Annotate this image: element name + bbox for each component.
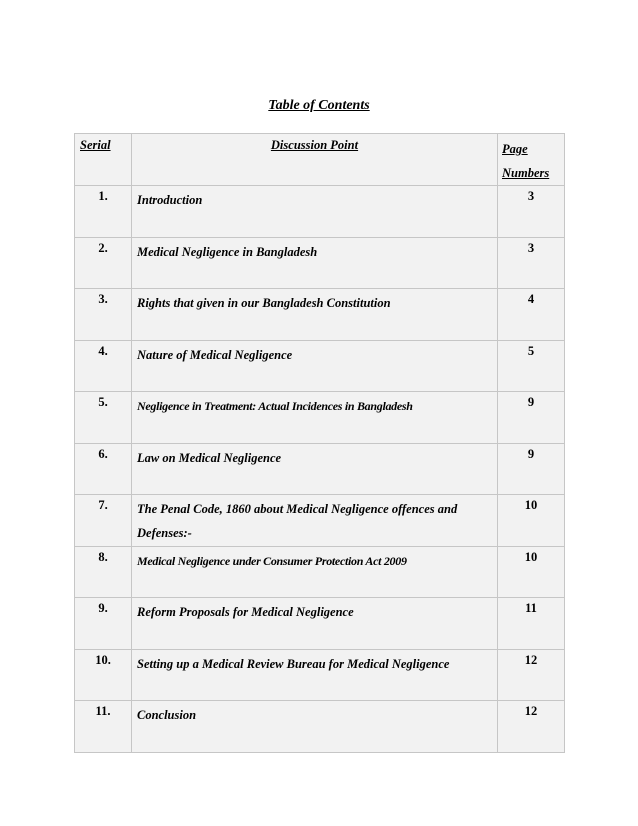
row-discussion-point: The Penal Code, 1860 about Medical Negligence offences and Defenses:- — [132, 495, 498, 547]
row-discussion-point: Rights that given in our Bangladesh Constitution — [132, 289, 498, 341]
row-page-number: 11 — [498, 598, 565, 650]
row-discussion-point: Reform Proposals for Medical Negligence — [132, 598, 498, 650]
row-serial: 11. — [75, 701, 132, 753]
discussion-point-column-header: Discussion Point — [132, 134, 498, 186]
row-serial: 6. — [75, 443, 132, 495]
row-serial: 4. — [75, 340, 132, 392]
row-discussion-point: Introduction — [132, 186, 498, 238]
row-serial: 2. — [75, 237, 132, 289]
table-row — [75, 701, 565, 753]
table-header-row — [75, 134, 565, 186]
table-row — [75, 237, 565, 289]
row-page-number: 10 — [498, 546, 565, 598]
table-row — [75, 392, 565, 444]
row-page-number: 12 — [498, 701, 565, 753]
table-row — [75, 495, 565, 547]
page-title: Table of Contents — [268, 98, 370, 113]
table-of-contents — [74, 133, 565, 753]
page-header-line2: Numbers — [502, 166, 550, 180]
row-page-number: 4 — [498, 289, 565, 341]
row-discussion-point: Conclusion — [132, 701, 498, 753]
row-serial: 8. — [75, 546, 132, 598]
table-row — [75, 340, 565, 392]
row-page-number: 3 — [498, 237, 565, 289]
row-serial: 9. — [75, 598, 132, 650]
row-serial: 3. — [75, 289, 132, 341]
table-row — [75, 289, 565, 341]
row-discussion-point: Law on Medical Negligence — [132, 443, 498, 495]
row-page-number: 5 — [498, 340, 565, 392]
table-row — [75, 546, 565, 598]
row-serial: 1. — [75, 186, 132, 238]
row-page-number: 10 — [498, 495, 565, 547]
row-serial: 7. — [75, 495, 132, 547]
table-row — [75, 186, 565, 238]
row-discussion-point: Medical Negligence under Consumer Protection Act 2009 — [132, 546, 498, 598]
page-header-line1: Page — [502, 142, 528, 156]
row-serial: 10. — [75, 649, 132, 701]
table-row — [75, 443, 565, 495]
serial-column-header: Serial — [75, 134, 132, 186]
row-page-number: 9 — [498, 392, 565, 444]
row-discussion-point: Negligence in Treatment: Actual Incidences in Bangladesh — [132, 392, 498, 444]
table-row — [75, 649, 565, 701]
table-row — [75, 598, 565, 650]
row-page-number: 12 — [498, 649, 565, 701]
row-discussion-point: Setting up a Medical Review Bureau for Medical Negligence — [132, 649, 498, 701]
row-serial: 5. — [75, 392, 132, 444]
row-page-number: 9 — [498, 443, 565, 495]
row-page-number: 3 — [498, 186, 565, 238]
row-discussion-point: Medical Negligence in Bangladesh — [132, 237, 498, 289]
page-numbers-column-header — [498, 134, 565, 186]
row-discussion-point: Nature of Medical Negligence — [132, 340, 498, 392]
